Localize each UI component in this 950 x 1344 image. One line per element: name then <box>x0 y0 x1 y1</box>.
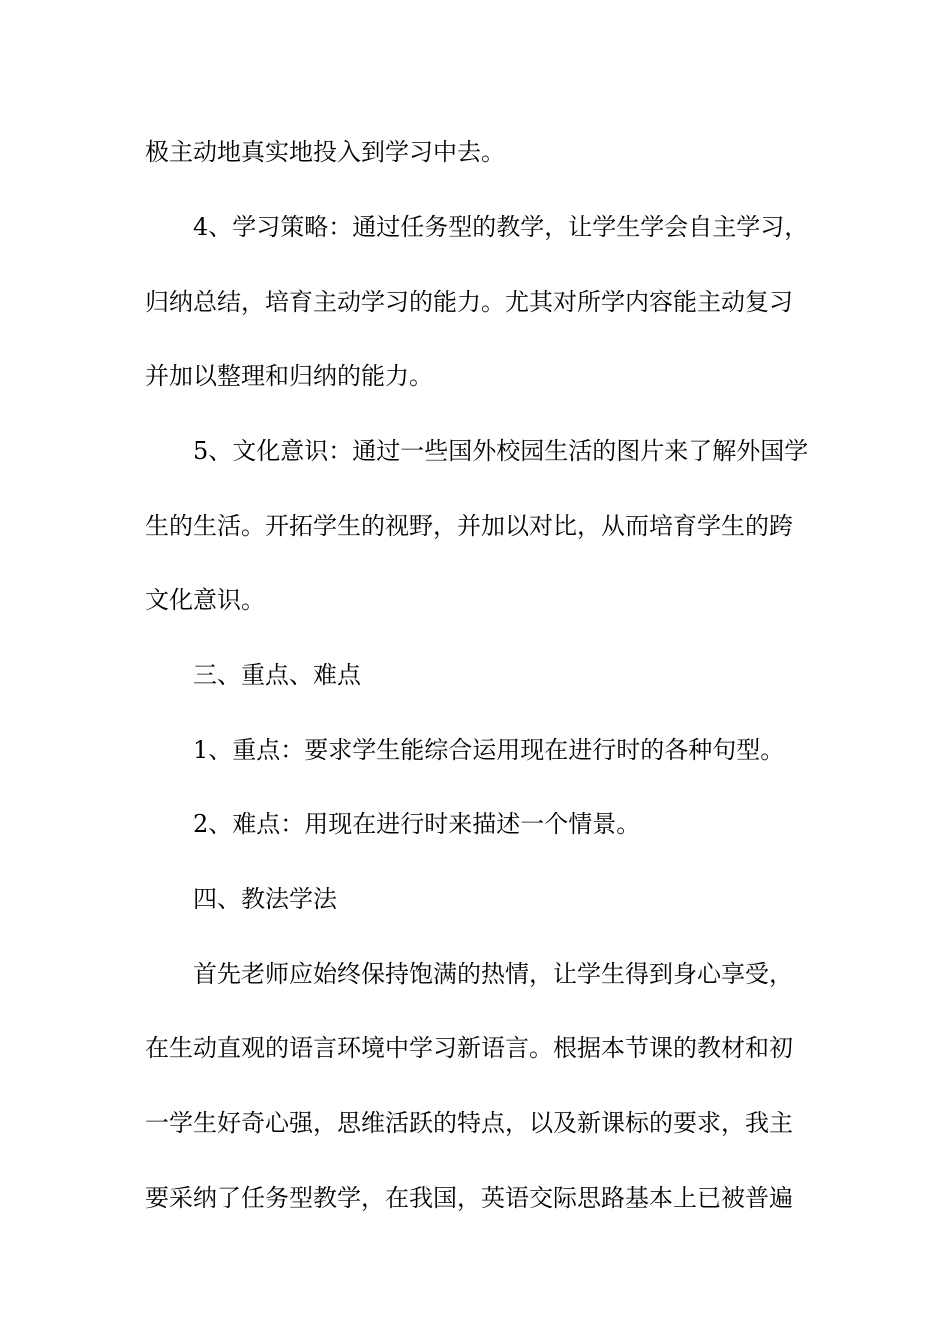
section-heading: 三、重点、难点 <box>193 661 361 689</box>
text-line: 1、重点：要求学生能综合运用现在进行时的各种句型。 <box>193 736 785 764</box>
text-line: 2、难点：用现在进行时来描述一个情景。 <box>193 810 641 838</box>
text-line: 要采纳了任务型教学，在我国，英语交际思路基本上已被普遍 <box>145 1184 793 1212</box>
section-heading: 四、教法学法 <box>193 885 337 913</box>
text-line: 首先老师应始终保持饱满的热情，让学生得到身心享受， <box>193 960 793 988</box>
text-line: 生的生活。开拓学生的视野，并加以对比，从而培育学生的跨 <box>145 512 793 540</box>
text-line: 文化意识。 <box>145 586 265 614</box>
text-line: 一学生好奇心强，思维活跃的特点，以及新课标的要求，我主 <box>145 1109 793 1137</box>
text-line: 归纳总结，培育主动学习的能力。尤其对所学内容能主动复习 <box>145 288 793 316</box>
text-line: 5、文化意识：通过一些国外校园生活的图片来了解外国学 <box>193 437 809 465</box>
text-line: 并加以整理和归纳的能力。 <box>145 362 433 390</box>
text-line: 在生动直观的语言环境中学习新语言。根据本节课的教材和初 <box>145 1034 793 1062</box>
text-line: 4、学习策略：通过任务型的教学，让学生学会自主学习， <box>193 213 809 241</box>
text-line: 极主动地真实地投入到学习中去。 <box>145 138 505 166</box>
